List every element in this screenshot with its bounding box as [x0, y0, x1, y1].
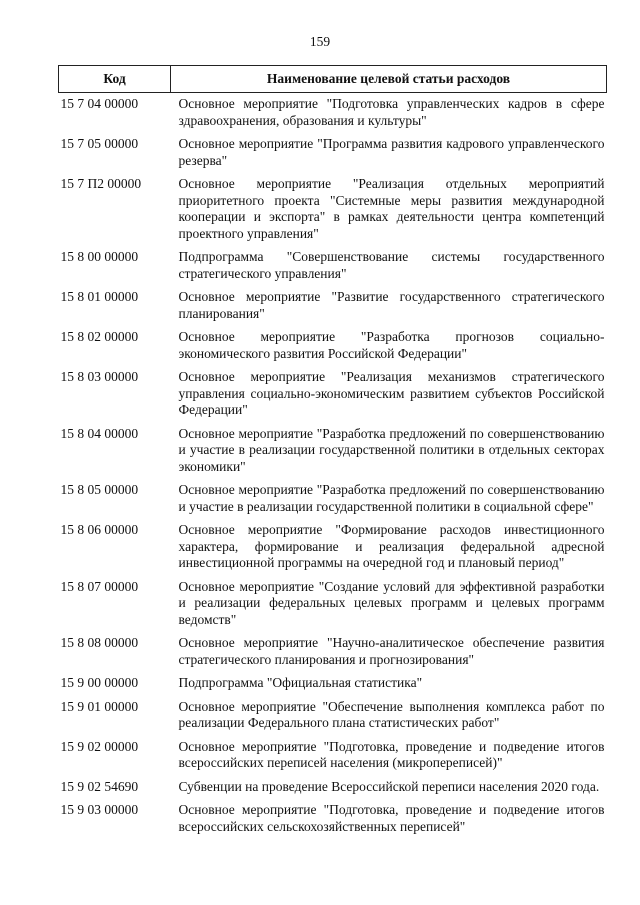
table-header: [59, 66, 607, 93]
row-name: Основное мероприятие "Реализация отдельных мероприятий приоритетного проекта "Системные меры развития международной кооперации и экспорта" в рамках деятельности центра компетенций проектного управления": [178, 176, 605, 241]
table-row: [59, 736, 607, 776]
row-name: Основное мероприятие "Разработка предложений по совершенствованию и участие в реализации государственной политики в социальной сфере": [178, 482, 605, 514]
row-code: 15 9 02 00000: [60, 738, 139, 754]
row-name: Основное мероприятие "Разработка прогнозов социально-экономического развития Российской Федерации": [178, 329, 605, 361]
row-code: 15 8 03 00000: [60, 369, 139, 384]
row-code: 15 9 00 00000: [60, 675, 139, 690]
table-row: [59, 286, 607, 326]
row-name: Основное мероприятие "Научно-аналитическое обеспечение развития стратегического планирования и прогнозирования": [178, 635, 605, 667]
row-name: Подпрограмма "Совершенствование системы государственного стратегического управления": [178, 249, 605, 281]
row-name: Субвенции на проведение Всероссийской переписи населения 2020 года.: [178, 778, 600, 794]
page-number: 159: [309, 34, 331, 49]
row-code: 15 7 05 00000: [60, 136, 139, 151]
row-name: Подпрограмма "Официальная статистика": [178, 675, 423, 690]
row-code: 15 8 06 00000: [60, 522, 139, 537]
table-row: [59, 672, 607, 696]
row-name: Основное мероприятие "Создание условий для эффективной разработки и реализации федеральных целевых программ и целевых программ ведомств": [178, 578, 605, 627]
row-code: 15 9 01 00000: [60, 698, 139, 714]
table-row: [59, 423, 607, 480]
row-code: 15 7 П2 00000: [60, 176, 142, 191]
row-code: 15 8 00 00000: [60, 249, 139, 264]
table-row: [59, 133, 607, 173]
row-name: Основное мероприятие "Программа развития кадрового управленческого резерва": [178, 136, 605, 168]
row-name: Основное мероприятие "Реализация механизмов стратегического управления социально-экономическим развитием субъектов Российской Федерации": [178, 369, 605, 417]
table-row: [59, 776, 607, 800]
row-code: 15 9 02 54690: [60, 778, 139, 794]
row-code: 15 8 08 00000: [60, 635, 139, 650]
row-code: 15 8 01 00000: [60, 289, 139, 304]
table-row: [59, 246, 607, 286]
table-row: [59, 479, 607, 519]
table-row: [59, 326, 607, 366]
row-name: Основное мероприятие "Подготовка управленческих кадров в сфере здравоохранения, образования и культуры": [178, 96, 605, 128]
row-name: Основное мероприятие "Разработка предложений по совершенствованию и участие в реализации государственной политики в отдельных секторах экономики": [178, 425, 605, 474]
row-code: 15 8 05 00000: [60, 482, 139, 497]
budget-table: [58, 65, 607, 839]
row-code: 15 7 04 00000: [60, 96, 139, 111]
name-column-header: Наименование целевой статьи расходов: [171, 66, 607, 93]
row-code: 15 8 02 00000: [60, 329, 139, 344]
row-name: Основное мероприятие "Подготовка, проведение и подведение итогов всероссийских переписей населения (микропереписей)": [178, 738, 605, 770]
table-row: [59, 93, 607, 134]
table-row: [59, 696, 607, 736]
row-name: Основное мероприятие "Развитие государственного стратегического планирования": [178, 289, 605, 321]
table-row: [59, 366, 607, 423]
table-row: [59, 632, 607, 672]
row-name: Основное мероприятие "Подготовка, проведение и подведение итогов всероссийских сельскохозяйственных переписей": [178, 802, 605, 834]
row-name: Основное мероприятие "Формирование расходов инвестиционного характера, формирование и реализация федеральной адресной инвестиционной программы на очередной год и плановый период": [178, 522, 605, 570]
table-row: [59, 799, 607, 839]
code-column-header: Код: [59, 66, 171, 93]
table-header-row: [59, 66, 607, 93]
row-name: Основное мероприятие "Обеспечение выполнения комплекса работ по реализации Федерального плана статистических работ": [178, 698, 605, 730]
table-row: [59, 173, 607, 246]
row-code: 15 9 03 00000: [60, 802, 139, 817]
table-row: [59, 519, 607, 576]
table-row: [59, 576, 607, 633]
row-code: 15 8 04 00000: [60, 425, 139, 441]
row-code: 15 8 07 00000: [60, 578, 139, 594]
